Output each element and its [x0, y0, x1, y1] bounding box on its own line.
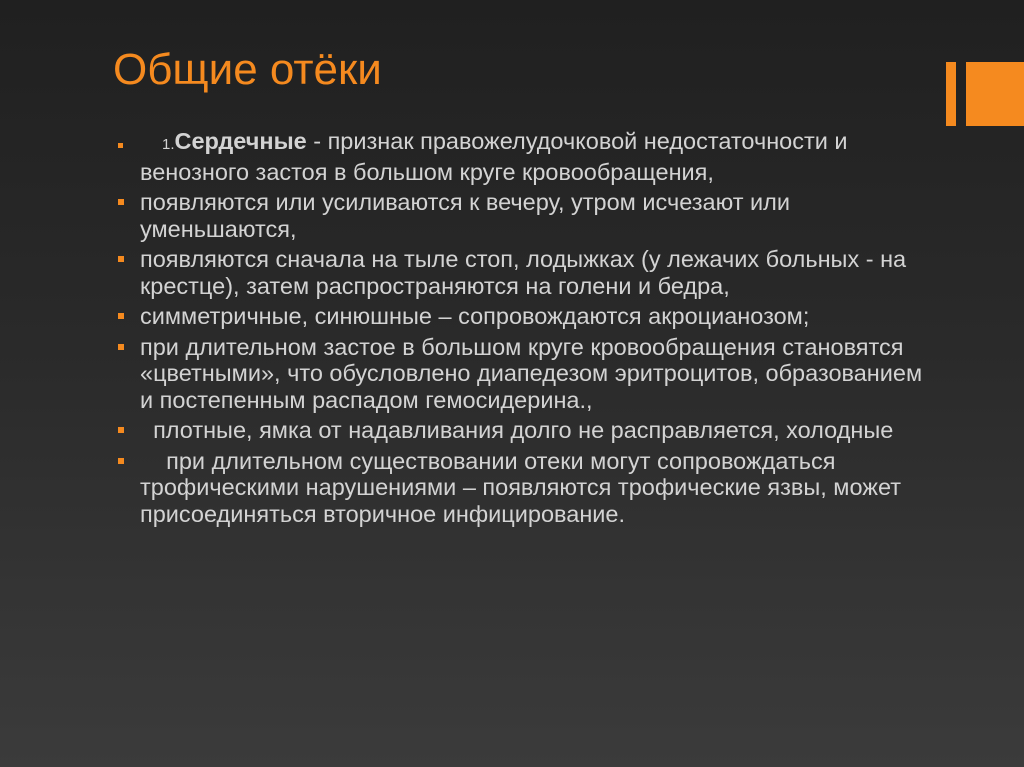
bullet-item — [114, 303, 934, 330]
bullet-text: при длительном застое в большом круге кровообращения становятся «цветными», что обусловлено диапедезом эритроцитов, образованием и постепенным распадом гемосидерина., — [140, 333, 923, 413]
slide-title: Общие отёки — [113, 45, 382, 94]
bullet-text: появляются сначала на тыле стоп, лодыжках (у лежачих больных - на крестце), затем распространяются на голени и бедра, — [140, 246, 907, 299]
bullet-text: плотные, ямка от надавливания долго не расправляется, холодные — [140, 417, 894, 443]
bullet-item — [114, 417, 934, 444]
bullet-item — [114, 448, 934, 528]
accent-bar-wide — [966, 62, 1024, 126]
bullet-square-icon — [118, 256, 124, 262]
bullet-text: при длительном существовании отеки могут сопровождаться трофическими нарушениями – появляются трофические язвы, может присоединяться вторичное инфицирование. — [140, 447, 908, 527]
bullet-square-icon — [118, 143, 123, 148]
bullet-heading: Сердечные — [174, 128, 307, 154]
bullet-text: - признак правожелудочковой недостаточности и венозного застоя в большом круге кровообращения, — [140, 128, 848, 185]
bullet-item — [114, 246, 934, 299]
bullet-item — [114, 128, 934, 185]
bullet-text: симметричные, синюшные – сопровождаются акроцианозом; — [140, 303, 810, 329]
accent-bar-thin — [946, 62, 956, 126]
bullet-square-icon — [118, 427, 124, 433]
bullet-item — [114, 334, 934, 414]
bullet-text: появляются или усиливаются к вечеру, утром исчезают или уменьшаются, — [140, 189, 790, 242]
bullet-number: 1. — [162, 136, 175, 153]
bullet-list — [114, 128, 934, 531]
bullet-square-icon — [118, 344, 124, 350]
bullet-square-icon — [118, 313, 124, 319]
bullet-square-icon — [118, 458, 124, 464]
bullet-square-icon — [118, 199, 124, 205]
bullet-item — [114, 189, 934, 242]
